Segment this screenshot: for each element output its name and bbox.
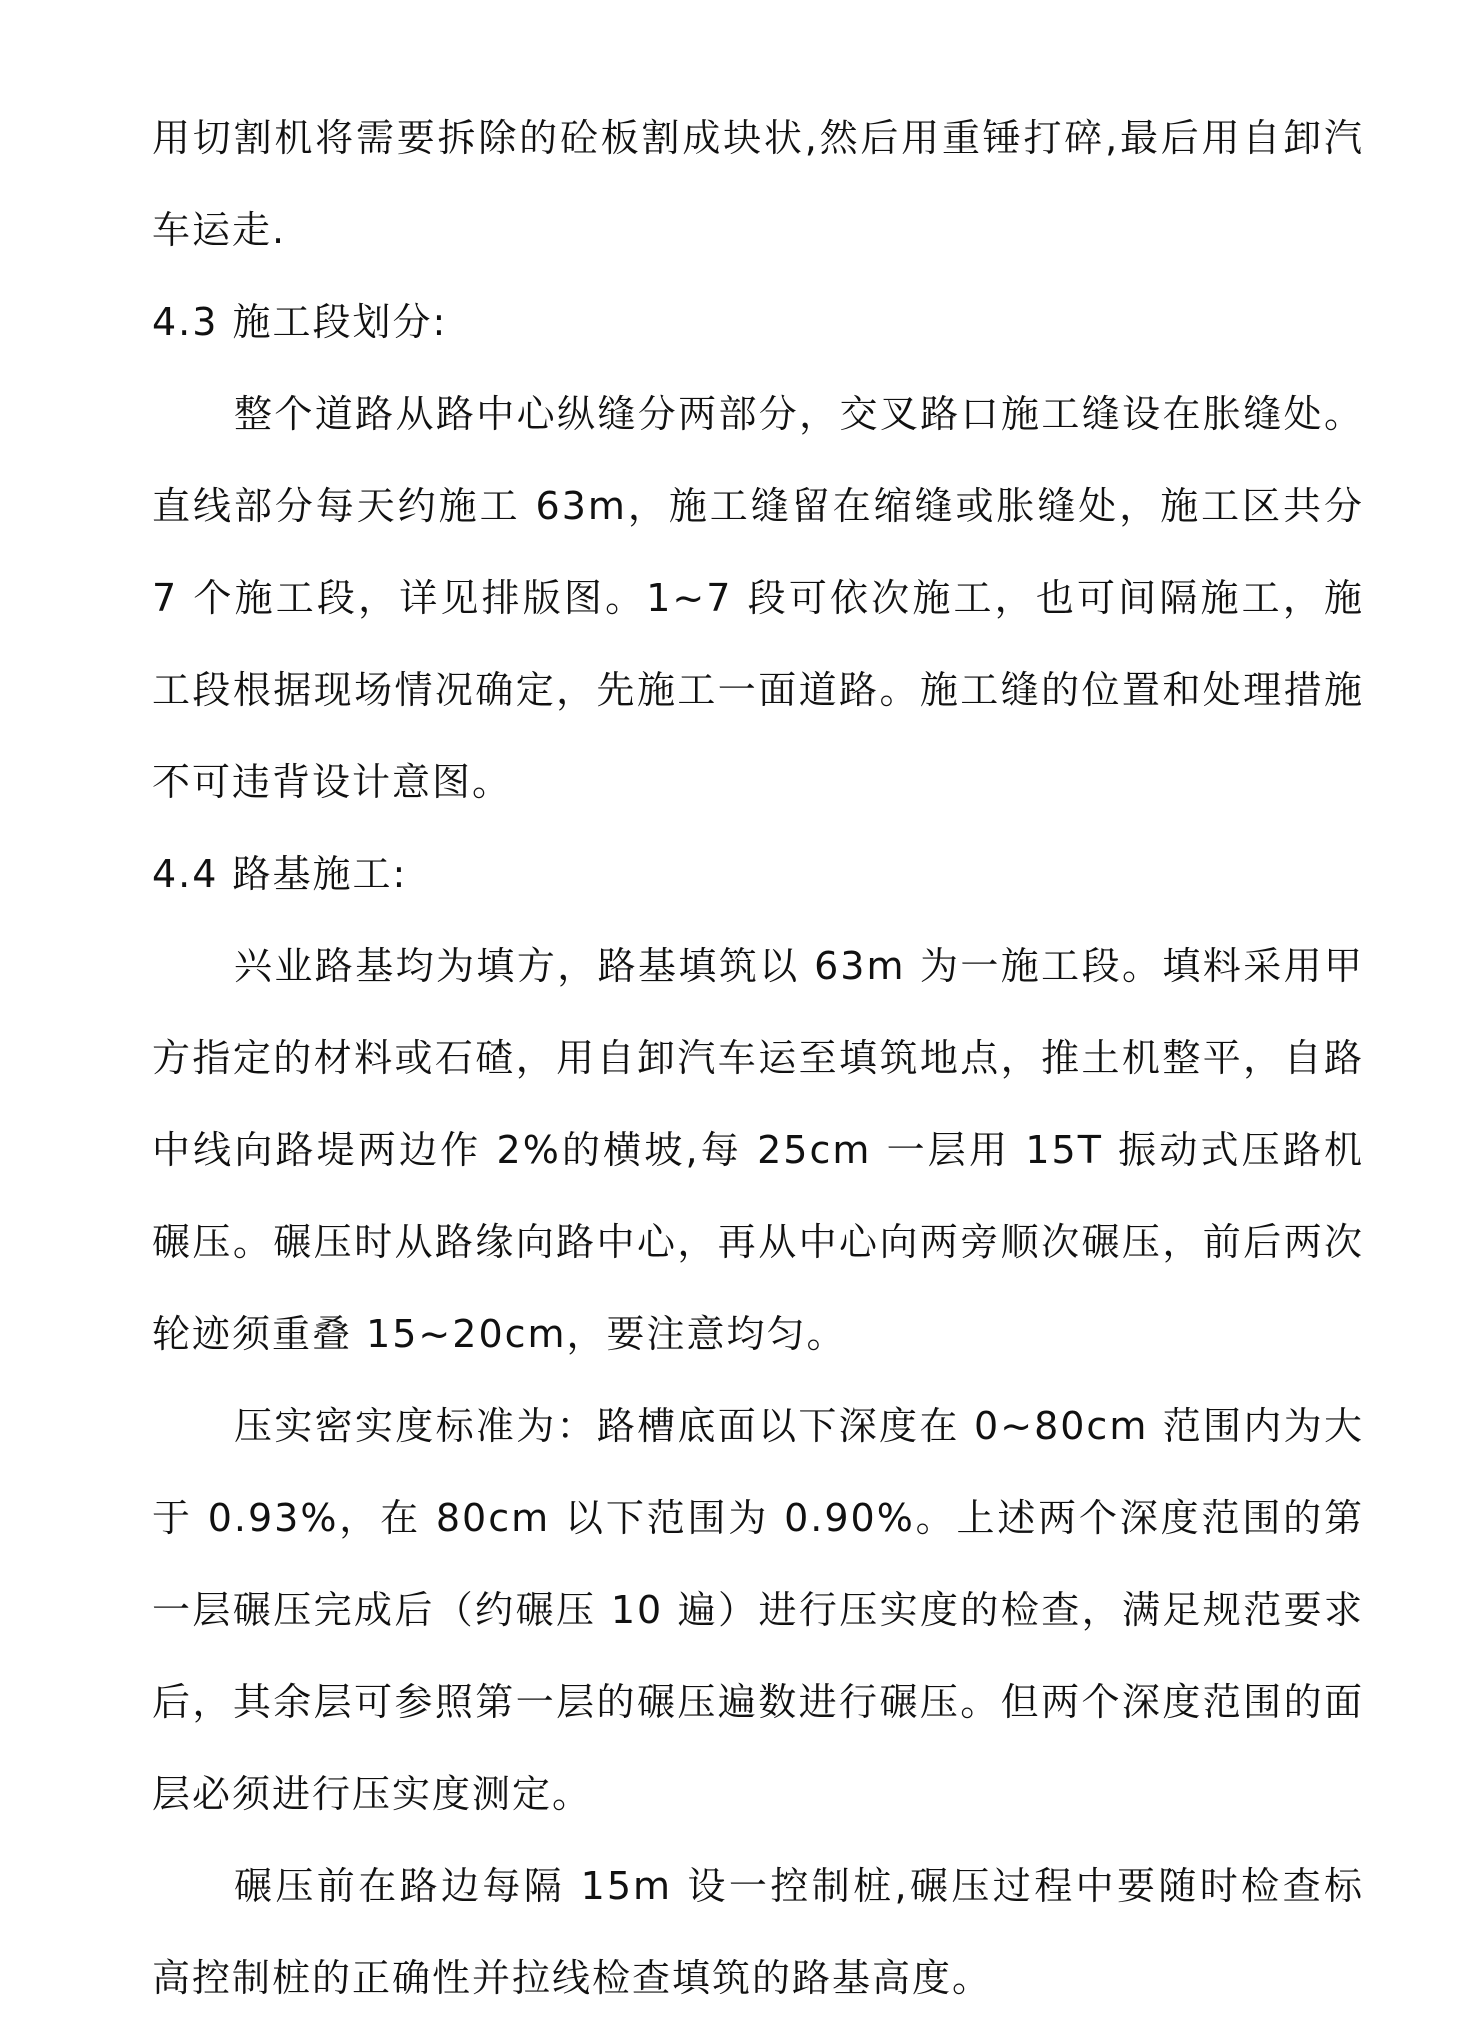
section-heading-4-3: 4.3 施工段划分: — [152, 300, 448, 344]
paragraph-control-stakes: 碾压前在路边每隔 15m 设一控制桩,碾压过程中要随时检查标高控制桩的正确性并拉线检查填筑的路基高度。 — [152, 1864, 1364, 2000]
document-body — [152, 92, 1364, 2024]
paragraph-construction-sections: 整个道路从路中心纵缝分两部分，交叉路口施工缝设在胀缝处。直线部分每天约施工 63m，施工缝留在缩缝或胀缝处，施工区共分 7 个施工段，详见排版图。1~7 段可依次施工，也可间隔施工，施工段根据现场情况确定，先施工一面道路。施工缝的位置和处理措施不可违背设计意图。 — [152, 392, 1364, 804]
paragraph-demolition: 用切割机将需要拆除的砼板割成块状,然后用重锤打碎,最后用自卸汽车运走. — [152, 116, 1364, 252]
paragraph-compaction-standard: 压实密实度标准为：路槽底面以下深度在 0~80cm 范围内为大于 0.93%，在 80cm 以下范围为 0.90%。上述两个深度范围的第一层碾压完成后（约碾压 10 遍）进行压实度的检查，满足规范要求后，其余层可参照第一层的碾压遍数进行碾压。但两个深度范围的面层必须进行压实度测定。 — [152, 1404, 1364, 1816]
paragraph-subgrade-filling: 兴业路基均为填方，路基填筑以 63m 为一施工段。填料采用甲方指定的材料或石碴，用自卸汽车运至填筑地点，推土机整平，自路中线向路堤两边作 2%的横坡,每 25cm 一层用 15T 振动式压路机碾压。碾压时从路缘向路中心，再从中心向两旁顺次碾压，前后两次轮迹须重叠 15~20cm，要注意均匀。 — [152, 944, 1364, 1356]
section-heading-4-4: 4.4 路基施工: — [152, 852, 408, 896]
